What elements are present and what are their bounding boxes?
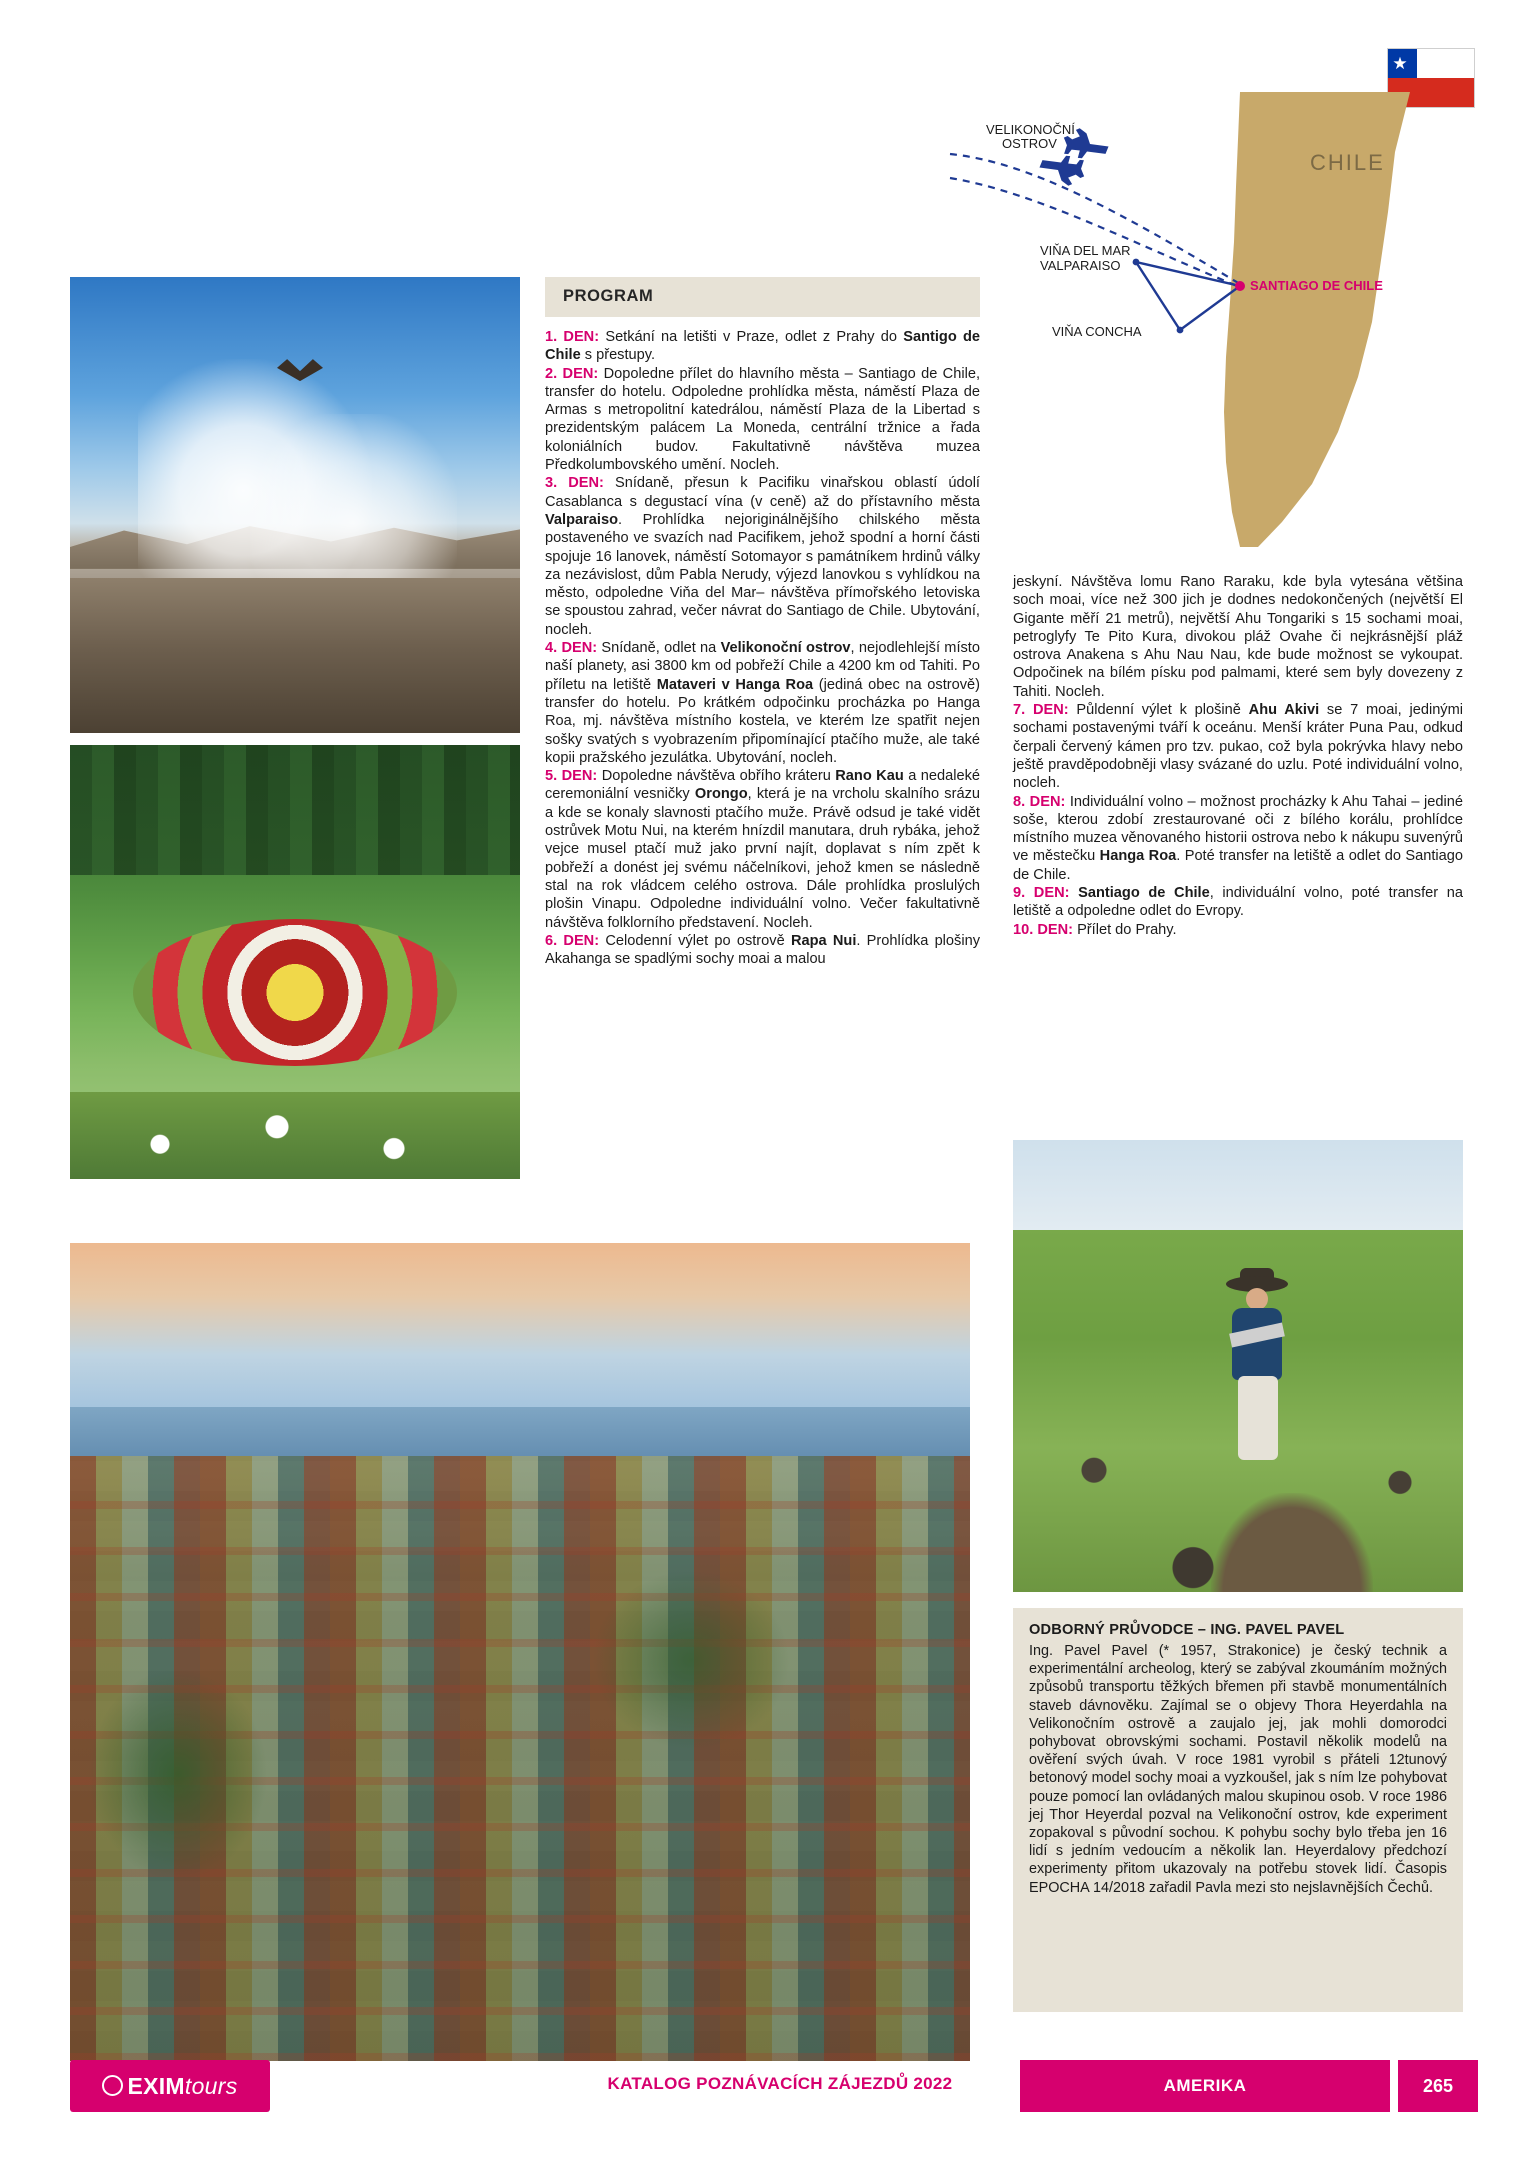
map-label-chile: CHILE (1310, 150, 1385, 175)
geyser-volcano-photo (70, 277, 520, 733)
photo-treeline (70, 745, 520, 875)
legs (1238, 1376, 1278, 1460)
program-heading-bar (545, 277, 980, 317)
map-label-vina-concha: VIŇA CONCHA (1052, 324, 1142, 339)
flower-garden-photo (70, 745, 520, 1179)
footer-region-label: AMERIKA (1020, 2060, 1390, 2112)
program-left-column: 1. DEN: Setkání na letišti v Praze, odlet z Prahy do Santigo de Chile s přestupy. 2. DEN: Dopoledne přílet do hlavního města – Santiago de Chile, transfer do hotelu. Odpoledne prohlídka města, náměstí Plaza de Armas s metropolitní katedrálou, náměstí Plaza de la Libertad s prezidentským palácem La Moneda, centrální tržnice a řada koloniálních budov. Fakultativně návštěva muzea Předkolumbovského umění. Nocleh. 3. DEN: Snídaně, přesun k Pacifiku vinařskou oblastí údolí Casablanca s degustací vína (v ceně) až do přístavního města Valparaiso. Prohlídka nejoriginálnějšího chilského města postaveného ve svazích nad Pacifikem, jehož spodní a horní části spojuje 16 lanovek, náměstí Sotomayor s památníkem hrdinů války za nezávislost, dům Pabla Nerudy, výjezd lanovkou s vyhlídkou na město, odpoledne Viňa del Mar– návštěva přímořského letoviska se spoustou zahrad, večer návrat do Santiago de Chile. Ubytování, nocleh. 4. DEN: Snídaně, odlet na Velikonoční ostrov, nejodlehlejší místo naší planety, asi 3800 km od pobřeží Chile a 4200 km od Tahiti. Po příletu na letiště Mataveri v Hanga Roa (jediná obec na ostrově) transfer do hotelu. Po krátkém odpočinku procházka po Hanga Roa, mj. návštěva místního kostela, ve kterém lze spatřit nejen sošky svatých s vyobrazením připomínající ptačího muže, ale také kopii pražského jezulátka. Ubytování, nocleh. 5. DEN: Dopoledne návštěva obřího kráteru Rano Kau a nedaleké ceremoniální vesničky Orongo, která je na vrcholu skalního srázu a kde se konaly slavnosti ptačího muže. Právě odsud je také vidět ostrůvek Motu Nui, na kterém hnízdil manutara, druh rybáka, jehož vejce musel ptačí muž jako první najít, doplavat s ním zpět k pobřeží a donést jej svému náčelníkovi, jehož kmen se následně stal na rok vládcem celého ostrova. Dále prohlídka proslulých plošin Vinapu. Odpoledne individuální volno. Večer fakultativně návštěva folklorního představení. Nocleh. 6. DEN: Celodenní výlet po ostrově Rapa Nui. Prohlídka plošiny Akahanga se spadlými sochy moai a malou (545, 329, 981, 968)
map-label-vina-del-mar: VIŇA DEL MAR (1040, 243, 1131, 258)
photo-white-flowers (70, 1092, 520, 1179)
logo-tours: tours (184, 2072, 238, 2099)
map-label-velikonocni: VELIKONOČNÍ (986, 122, 1075, 137)
map-svg (940, 92, 1460, 552)
map-dot-vina-del-mar (1133, 259, 1140, 266)
flag-star-icon: ★ (1392, 54, 1408, 73)
globe-icon (102, 2075, 123, 2096)
logo-text (102, 2073, 237, 2100)
photo-vegetation-right (592, 1570, 790, 1750)
program-right-column: jeskyní. Návštěva lomu Rano Raraku, kde byla vytesána většina soch moai, více než 300 jich je dodnes nedokončených (největší El Gigante měří 21 metrů), největší Ahu Tongariki s 15 sochami moai, petroglyfy Te Pito Kura, divokou pláž Ovahe či nejkrásnější pláž ostrova Anakena s Ahu Nau Nau, kde bude možnost se vykoupat. Odpočinek na bílém písku pod palmami, které sem byly dovezeny z Tahiti. Nocleh. 7. DEN: Půldenní výlet k plošině Ahu Akivi se 7 moai, jedinými sochami postavenými tváří k oceánu. Menší kráter Puna Pau, odkud čerpali červený kámen pro tzv. pukao, což byla pokrývka hlavy nebo ještě pravděpodobněji vlasy svázané do uzlu. Poté individuální volno, nocleh. 8. DEN: Individuální volno – možnost procházky k Ahu Tahai – jediné soše, kterou zdobí zrestaurované oči z bílého korálu, prohlídce místního muzea věnovaného historii ostrova nebo k nákupu suvenýrů ve městečku Hanga Roa. Poté transfer na letiště a odlet do Santiago de Chile. 9. DEN: Santiago de Chile, individuální volno, poté transfer na letiště a odpoledne odlet do Evropy. 10. DEN: Přílet do Prahy. (1013, 574, 1464, 938)
guide-info-box (1013, 1608, 1463, 2012)
chile-route-map (940, 92, 1460, 552)
footer-catalog-title: KATALOG POZNÁVACÍCH ZÁJEZDŮ 2022 (607, 2074, 953, 2093)
guide-on-field-photo (1013, 1140, 1463, 1592)
map-label-santiago: SANTIAGO DE CHILE (1250, 278, 1383, 293)
guide-text: Ing. Pavel Pavel (* 1957, Strakonice) je český technik a experimentální archeolog, který se zabýval zkoumáním možných způsobů transportu těžkých břemen při stavbě monumentálních staveb dávnověku. Zajímal se o objevy Thora Heyerdahla na Velikonočním ostrově a zaujalo jej, jak mohli domorodci pohybovat obrovskými sochami. Postavil několik modelů na ověření svých úvah. V roce 1981 vyrobil s přáteli 12tunový betonový model sochy moai a vyzkoušel, jak s ním lze pohybovat pouze pomocí lan ovládaných malou skupinou osob. V roce 1986 jej Thor Heyerdal pozval na Velikonoční ostrov, kde experiment zopakoval s původní sochou. K pohybu sochy bylo třeba jen 16 lidí s jedním vedoucím a několik lan. Heyerdalovy předchozí experimenty přitom ukazovaly na potřebu stovek lidí. Časopis EPOCHA 14/2018 zařadil Pavla mezi sto nejslavnějších Čechů. (1029, 1643, 1447, 1896)
map-label-ostrov: OSTROV (1002, 136, 1057, 151)
program-heading-label: PROGRAM (563, 287, 654, 305)
eximtours-logo (70, 2060, 270, 2112)
map-label-valparaiso: VALPARAISO (1040, 258, 1121, 273)
map-dot-santiago (1235, 281, 1245, 291)
photo-person (1216, 1276, 1298, 1466)
head (1246, 1288, 1268, 1310)
photo-flower-bed (133, 919, 457, 1067)
photo-steam-plume-secondary (250, 414, 457, 596)
photo-vegetation-left (88, 1668, 268, 1881)
map-dot-vina-concha (1177, 327, 1184, 334)
photo-dirt-mound (1211, 1493, 1373, 1592)
valparaiso-city-photo (70, 1243, 970, 2061)
guide-title: ODBORNÝ PRŮVODCE – ING. PAVEL PAVEL (1029, 1622, 1345, 1638)
land-route-triangle (1136, 262, 1240, 330)
footer-page-number: 265 (1396, 2060, 1478, 2112)
photo-sky (70, 1243, 970, 1423)
logo-exim: EXIM (127, 2072, 185, 2099)
photo-ground (70, 578, 520, 733)
